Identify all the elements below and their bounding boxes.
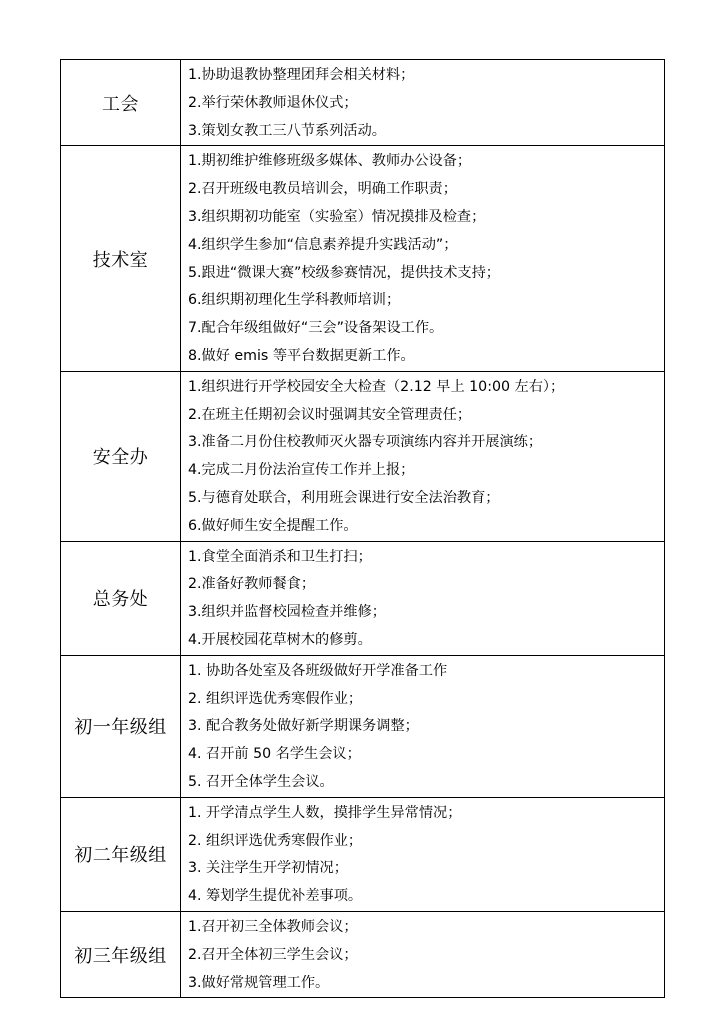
task-item: 4.开展校园花草树木的修剪。 [188, 631, 372, 648]
department-name: 初一年级组 [61, 655, 181, 797]
task-item: 3.策划女教工三八节系列活动。 [188, 122, 386, 139]
task-item: 5.与德育处联合，利用班会课进行安全法治教育； [188, 489, 500, 506]
task-item: 6.组织期初理化生学科教师培训； [188, 292, 401, 309]
task-item: 3.组织并监督校园检查并维修； [188, 604, 386, 621]
department-name: 安全办 [61, 371, 181, 541]
department-row [61, 911, 665, 997]
task-item: 3.准备二月份住校教师灭火器专项演练内容并开展演练； [188, 434, 543, 451]
task-item: 1.组织进行开学校园安全大检查（2.12 早上 10:00 左右）； [188, 378, 565, 395]
department-name: 初三年级组 [61, 911, 181, 997]
department-name: 总务处 [61, 541, 181, 655]
task-item: 4. 召开前 50 名学生会议； [188, 746, 361, 763]
work-plan-table-body [61, 60, 665, 998]
task-item: 2.准备好教师餐食； [188, 576, 316, 593]
task-item: 5.跟进“微课大赛”校级参赛情况，提供技术支持； [188, 264, 500, 281]
task-list [181, 146, 665, 371]
task-item: 3.做好常规管理工作。 [188, 974, 330, 991]
task-item: 6.做好师生安全提醒工作。 [188, 517, 358, 534]
task-item: 2. 组织评选优秀寒假作业； [188, 832, 363, 849]
task-item: 4.完成二月份法治宣传工作并上报； [188, 462, 415, 479]
department-row [61, 655, 665, 797]
task-item: 1. 协助各处室及各班级做好开学准备工作 [188, 662, 448, 679]
task-item: 4. 筹划学生提优补差事项。 [188, 888, 363, 905]
task-item: 2.召开全体初三学生会议； [188, 946, 358, 963]
task-item: 1.协助退教协整理团拜会相关材料； [188, 67, 415, 83]
task-item: 2. 组织评选优秀寒假作业； [188, 690, 363, 707]
task-item: 5. 召开全体学生会议。 [188, 773, 334, 790]
task-list [181, 655, 665, 797]
department-name: 技术室 [61, 146, 181, 371]
department-name: 初二年级组 [61, 797, 181, 911]
task-list [181, 60, 665, 146]
task-item: 2.召开班级电教员培训会，明确工作职责； [188, 181, 457, 198]
task-item: 4.组织学生参加“信息素养提升实践活动”； [188, 236, 458, 253]
task-item: 3.组织期初功能室（实验室）情况摸排及检查； [188, 208, 486, 225]
task-item: 3. 配合教务处做好新学期课务调整； [188, 718, 419, 735]
department-row [61, 797, 665, 911]
task-item: 1.期初维护维修班级多媒体、教师办公设备； [188, 153, 472, 170]
task-list [181, 797, 665, 911]
task-item: 2.在班主任期初会议时强调其安全管理责任； [188, 406, 472, 423]
task-item: 7.配合年级组做好“三会”设备架设工作。 [188, 320, 444, 337]
task-item: 3. 关注学生开学初情况； [188, 860, 348, 877]
task-item: 8.做好 emis 等平台数据更新工作。 [188, 347, 415, 364]
task-item: 1.召开初三全体教师会议； [188, 918, 358, 935]
task-list [181, 371, 665, 541]
department-row [61, 146, 665, 371]
department-name: 工会 [61, 60, 181, 146]
work-plan-table [60, 59, 665, 998]
department-row [61, 371, 665, 541]
task-item: 1.食堂全面消杀和卫生打扫； [188, 548, 372, 565]
department-row [61, 541, 665, 655]
department-row [61, 60, 665, 146]
task-item: 2.举行荣休教师退休仪式； [188, 94, 358, 111]
task-item: 1. 开学清点学生人数，摸排学生异常情况； [188, 804, 462, 821]
task-list [181, 911, 665, 997]
task-list [181, 541, 665, 655]
